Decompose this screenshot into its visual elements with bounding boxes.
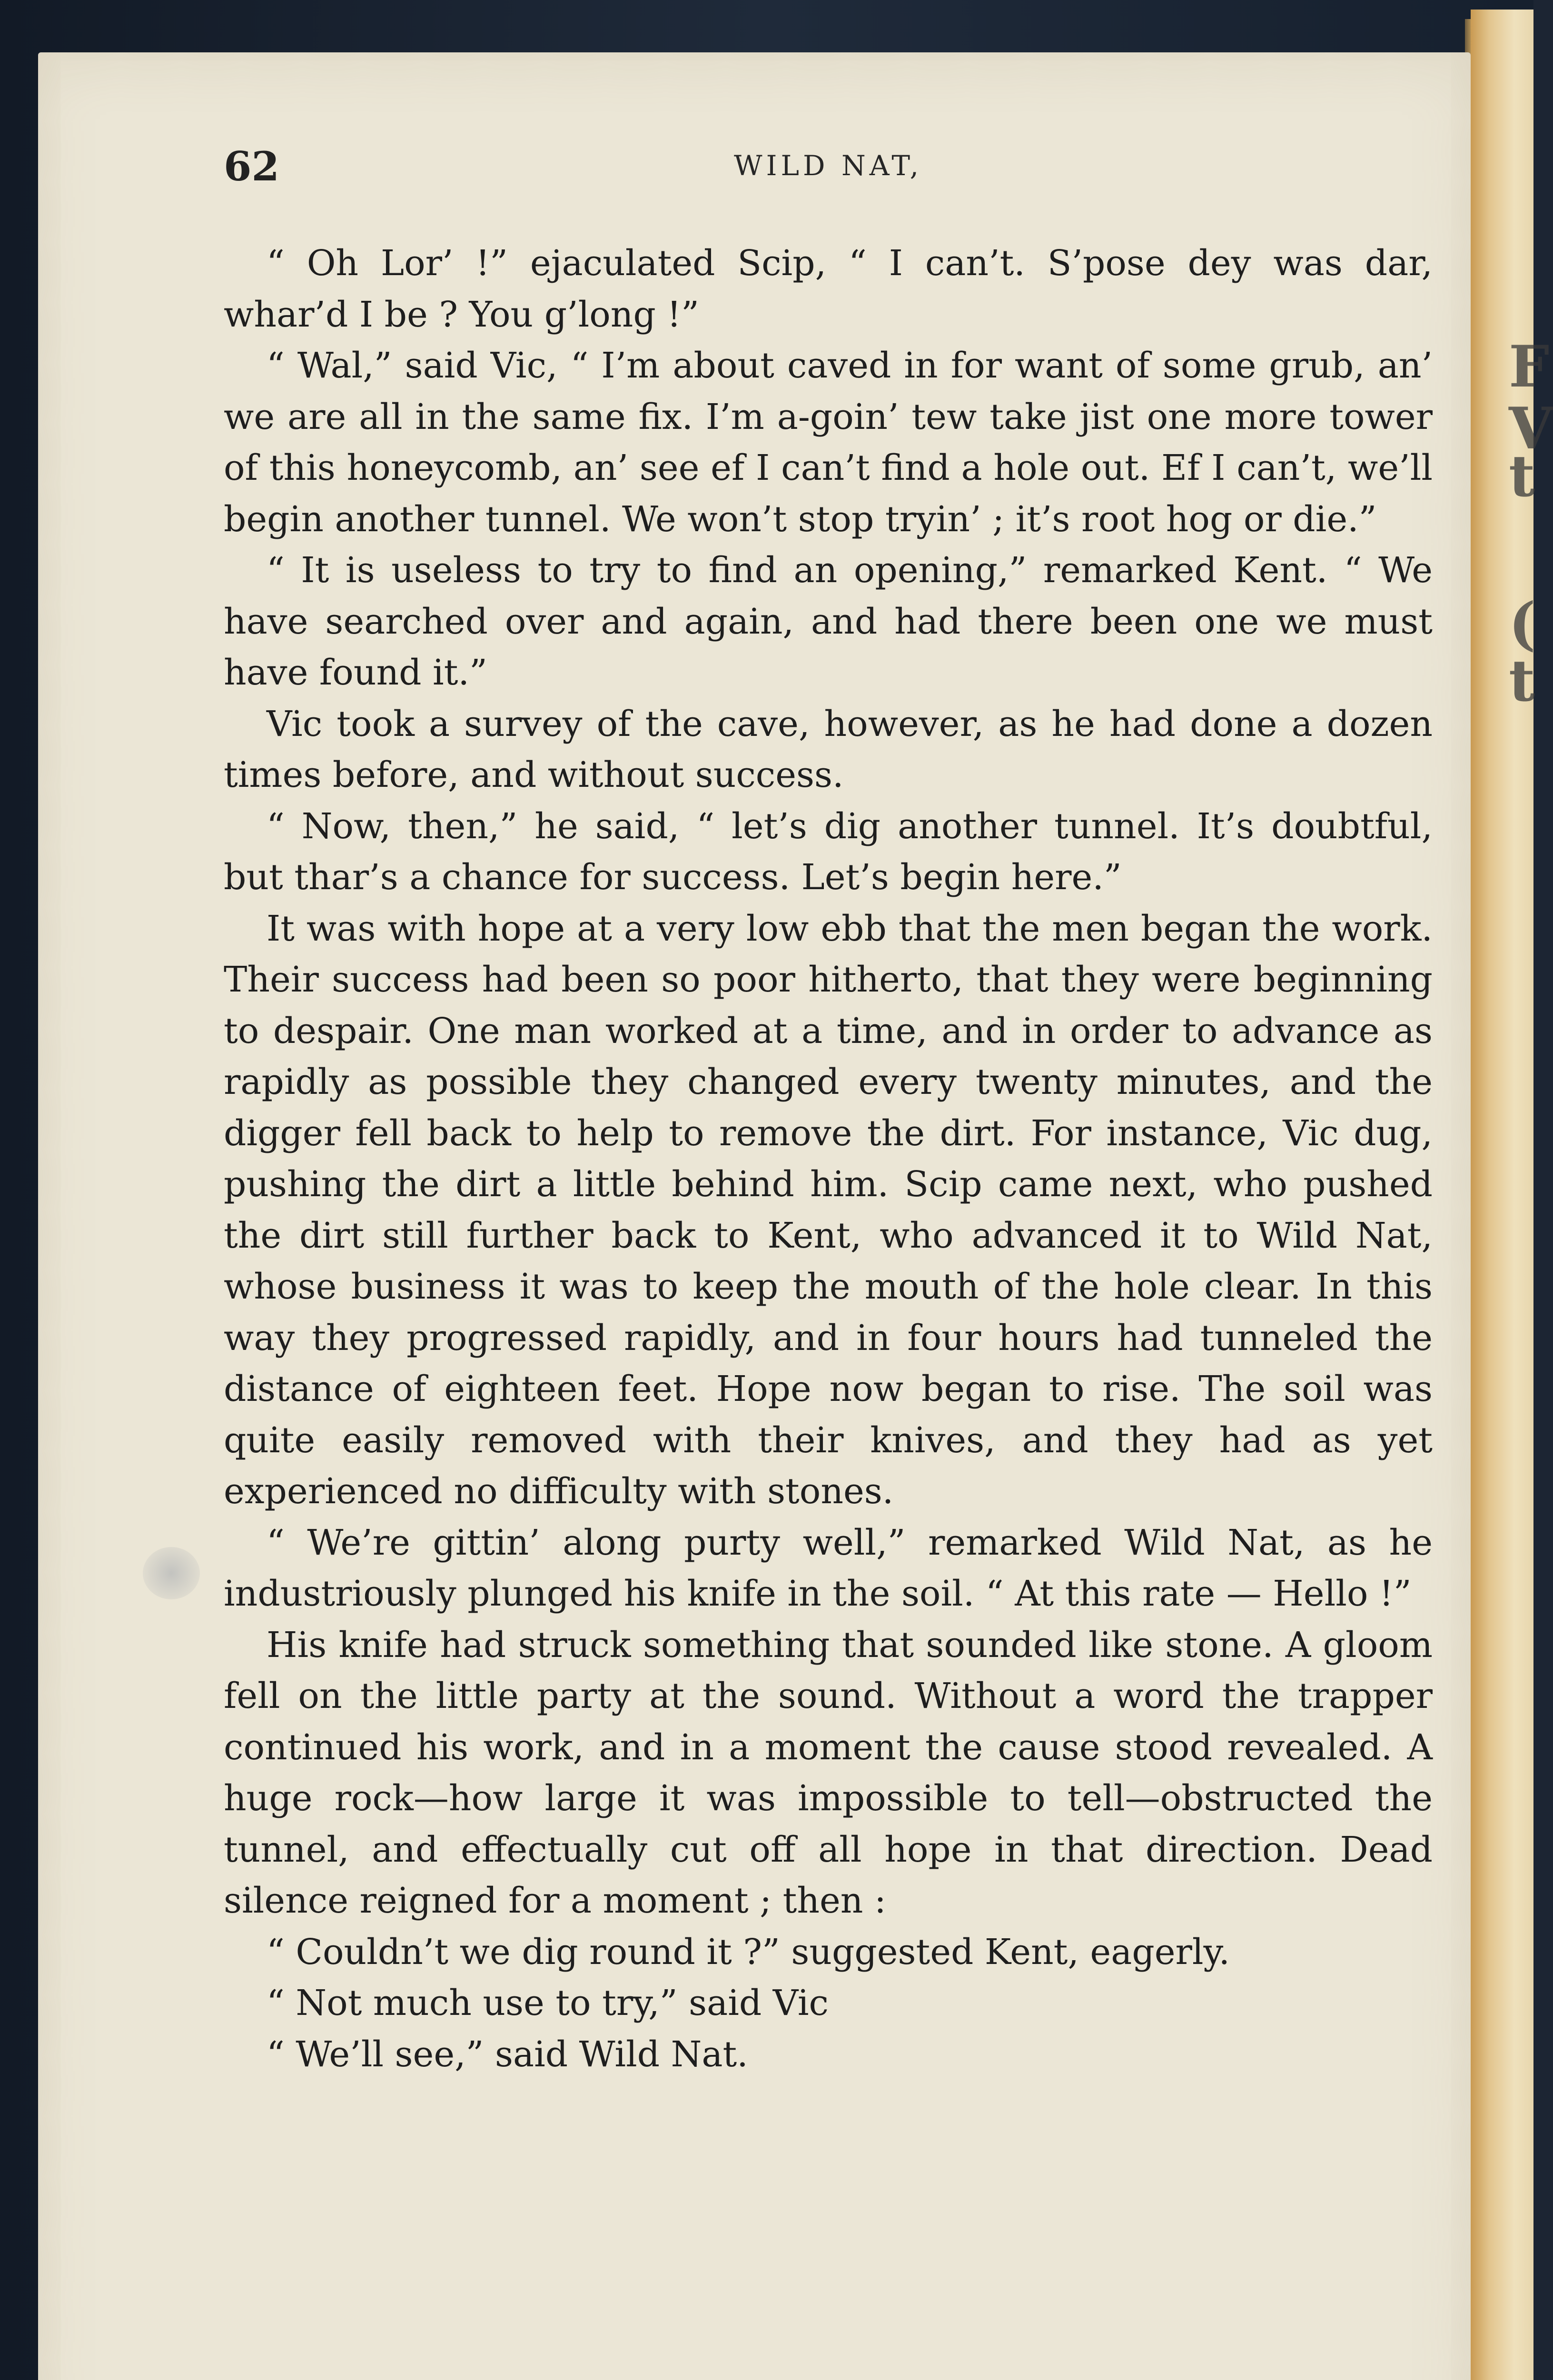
next-page-fragment: F (1509, 333, 1550, 400)
next-page-fragment: V (1509, 395, 1553, 462)
paragraph: “ Now, then,” he said, “ let’s dig another tunnel. It’s doubtful, but thar’s a chance for success. Let’s begin here.” (224, 805, 1433, 898)
paragraph: His knife had struck something that sounded like stone. A gloom fell on the little party at the sound. Without a word the trapper continued his work, and in a moment the cause stood revealed. A huge rock—how large it was impossible to tell—obstructed the tunnel, and effectually cut off all hope in that direction. Dead silence reigned for a moment ; then : (224, 1624, 1433, 1921)
page-number: 62 (224, 143, 279, 190)
next-page-fragment: t (1509, 647, 1535, 714)
body-text (224, 238, 1433, 2080)
paragraph: “ Wal,” said Vic, “ I’m about caved in for want of some grub, an’ we are all in the same fix. I’m a-goin’ tew take jist one more tower of this honeycomb, an’ see ef I can’t find a hole out. Ef I can’t, we’ll begin another tunnel. We won’t stop tryin’ ; it’s root hog or die.” (224, 345, 1433, 540)
paragraph: “ We’re gittin’ along purty well,” remarked Wild Nat, as he industriously plunged his knife in the soil. “ At this rate — Hello !” (224, 1522, 1433, 1614)
paragraph: “ We’ll see,” said Wild Nat. (267, 2033, 748, 2075)
paragraph: “ Couldn’t we dig round it ?” suggested Kent, eagerly. (267, 1931, 1230, 1973)
next-page-fragment: t (1509, 443, 1535, 510)
paragraph: “ Oh Lor’ !” ejaculated Scip, “ I can’t. S’pose dey was dar, whar’d I be ? You g’long !” (224, 243, 1433, 335)
paragraph: It was with hope at a very low ebb that the men began the work. Their success had been so poor hitherto, that they were beginning to despair. One man worked at a time, and in order to advance as rapidly as possible they changed every twenty minutes, and the digger fell back to help to remove the dirt. For instance, Vic dug, pushing the dirt a little behind him. Scip came next, who pushed the dirt still further back to Kent, who advanced it to Wild Nat, whose business it was to keep the mouth of the hole clear. In this way they progressed rapidly, and in four hours had tunneled the distance of eighteen feet. Hope now began to rise. The soil was quite easily removed with their knives, and they had as yet experienced no difficulty with stones. (224, 908, 1433, 1512)
paragraph: “ It is useless to try to find an opening,” remarked Kent. “ We have searched over and again, and had there been one we must have found it.” (224, 550, 1433, 693)
paragraph: Vic took a survey of the cave, however, as he had done a dozen times before, and without success. (224, 703, 1433, 795)
paragraph: “ Not much use to try,” said Vic (267, 1983, 829, 2023)
page-header (224, 143, 1433, 200)
running-head: WILD NAT, (733, 149, 923, 182)
next-page-fragment: ( (1509, 590, 1536, 657)
page-smudge (143, 1547, 200, 1599)
